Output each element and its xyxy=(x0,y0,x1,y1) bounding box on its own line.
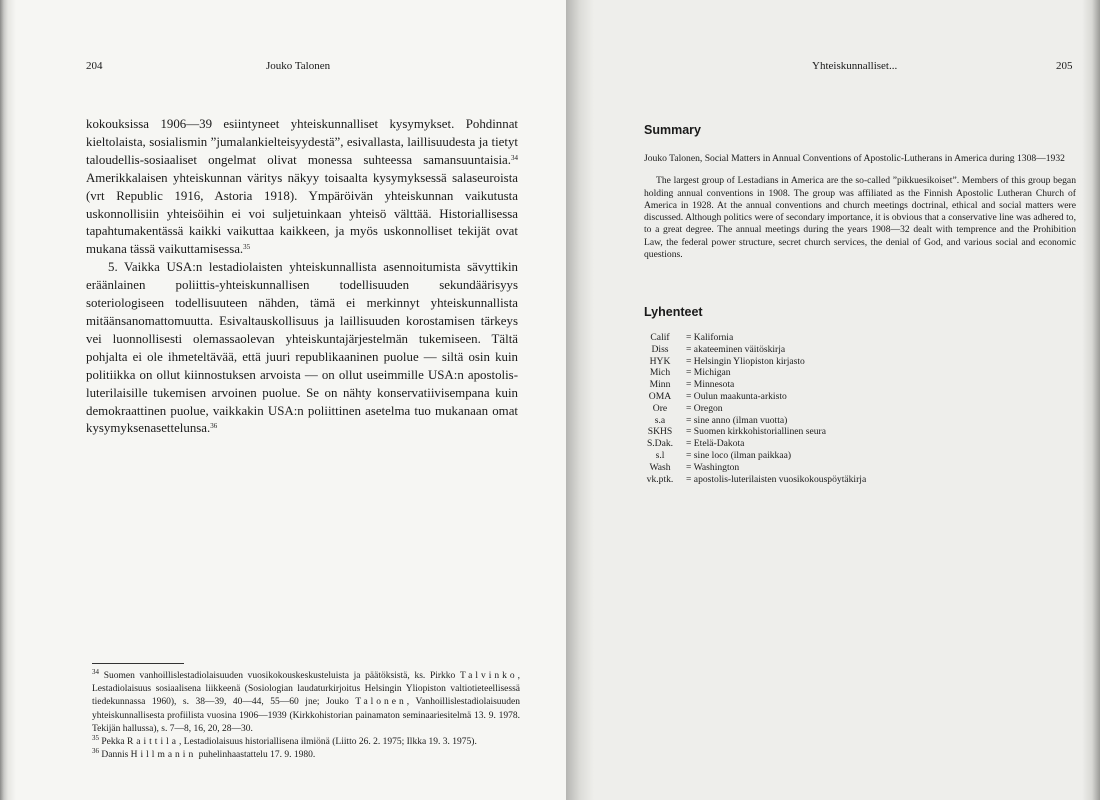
abbreviation-row: SKHS = Suomen kirkkohistoriallinen seura xyxy=(647,426,826,438)
footnote-rule xyxy=(92,663,184,664)
abbreviation-row: Ore = Oregon xyxy=(652,402,723,414)
page-edge-shadow xyxy=(1082,0,1100,800)
running-head-left: Jouko Talonen xyxy=(266,60,331,72)
footnote-ref-36: 36 xyxy=(210,422,218,431)
paragraph-1: kokouksissa 1906—39 esiintyneet yhteiskunnalliset kysymykset. Pohdinnat kieltolaista, sosialismin ”jumalankielteisyydestä”, esivallasta, laillisuudesta ja tietyt taloudellis-sosiaaliset ongelmat olivat monessa suhteessa samansuuntaisia.$^{34}$ Amerikkalaisen yhteiskunnan väritys näkyy toisaalta kysymyksessä salaseuroista (vrt Republic 1916, Astoria 1918). Ympäröivän yhteiskunnan vaikutusta uskonnollisiin yhteisöihin ei voi suljetuinkaan yhteisö välttää. Historiallisessa tapahtumakentässä kaikki vaikuttaa kaikkeen, ja myös uskonnolliset tekijät ovat mukana tässä vaikuttamisessa.$^{35}$ xyxy=(86,117,518,257)
abbreviation-row: s.a = sine anno (ilman vuotta) xyxy=(654,414,788,426)
abbreviations-list xyxy=(636,332,866,485)
footnote-ref-34: 34 xyxy=(511,153,518,162)
right-page xyxy=(566,0,1100,800)
running-head-right: Yhteiskunnalliset... xyxy=(812,60,898,72)
summary-text xyxy=(644,153,1076,261)
gutter-shadow xyxy=(566,0,594,800)
footnote-36: $^{36}$ Dannis Hillmanin puhelinhaastattelu 17. 9. 1980. xyxy=(92,747,316,761)
footnote-35: $^{35}$ Pekka Raittila, Lestadiolaisuus historiallisena ilmiönä (Liitto 26. 2. 1975; Ilkka 19. 3. 1975). xyxy=(92,734,477,748)
summary-body: The largest group of Lestadians in America are the so-called ”pikkuesikoiset”. Members of this group began holding annual conventions in 1908. The group was affiliated as the Finnish Apostolic Lutheran Church of America in 1928. At the annual conventions and church meetings doctrinal, ethical and social matters were discussed. Although politics were of secondary importance, it is obvious that a conservative line was adhered to, to a great degree. The annual meetings during the years 1908—32 dealt with temprence and the Prohibition Law, the federal power structure, secret church services, the denial of God, and various social and economic questions. xyxy=(644,175,1076,261)
summary-citation: Jouko Talonen, Social Matters in Annual Conventions of Apostolic-Lutherans in America during 1308—1932 xyxy=(644,153,1065,164)
page-number-left: 204 xyxy=(86,60,103,72)
abbreviation-row: S.Dak. = Etelä-Dakota xyxy=(646,438,745,450)
abbreviation-row: Minn = Minnesota xyxy=(649,379,735,391)
paragraph-2: 5. Vaikka USA:n lestadiolaisten yhteiskunnallista asennoitumista sävyttikin eräänlainen poliittis-yhteiskunnallisen todellisuuden sekundäärisyys soteriologiseen todellisuuteen nähden, tämä ei merkinnyt yhteiskunnallista mitäänsanomattomuutta. Esivaltauskollisuus ja laillisuuden korostamisen tärkeys vei luonnollisesti olemassaolevan yhteiskuntajärjestelmän tukemiseen. Tältä pohjalta ei ole ihmeteltävää, että juuri republikaaninen puolue — siltä osin kuin politiikka on ollut kiinnostuksen arvoista — on ollut useimmille USA:n apostolis-luterilaisille tukemisen arvoinen puolue. Se on nähty konservatiivisempana kuin demokraattinen puolue, vaikkakin USA:n poliittinen asetelma tuo mukanaan omat kysymyksenasettelunsa.$^{36}$ xyxy=(86,260,518,436)
abbreviation-row: vk.ptk. = apostolis-luterilaisten vuosikokouspöytäkirja xyxy=(646,473,867,485)
summary-heading: Summary xyxy=(644,123,701,137)
body-text xyxy=(86,116,518,438)
abbreviation-row: Diss = akateeminen väitöskirja xyxy=(651,343,786,355)
abbreviation-row: s.l = sine loco (ilman paikkaa) xyxy=(655,449,792,461)
page-edge-shadow xyxy=(0,0,16,800)
abbreviations-heading: Lyhenteet xyxy=(644,305,703,319)
footnote-34: $^{34}$ Suomen vanhoillislestadiolaisuuden vuosikokouskeskusteluista ja päätöksistä, ks. Pirkko Talvinko, Lestadiolaisuus sosiaalisena liikkeenä (Sosiologian laudaturkirjoitus Helsingin Yliopiston valtiotieteellisessä tiedekunnassa 1960), s. 38—39, 40—44, 55—60 jne; Jouko Talonen, Vanhoillislestadiolaisuuden yhteiskunnallisesta profiilista vuosina 1906—1939 (Kirkkohistorian painamaton seminaariesitelmä 13. 9. 1978. Tekijän hallussa), s. 7—8, 16, 20, 28—30. xyxy=(92,668,520,734)
abbreviation-row: Mich = Michigan xyxy=(649,367,731,379)
footnote-ref-35: 35 xyxy=(243,243,251,252)
page-number-right: 205 xyxy=(1056,60,1073,72)
abbreviation-row: Wash = Washington xyxy=(649,461,740,473)
footnotes xyxy=(92,670,520,762)
abbreviation-row: HYK = Helsingin Yliopiston kirjasto xyxy=(649,355,805,367)
abbreviation-row: Calif = Kalifornia xyxy=(650,332,734,343)
abbreviation-row: OMA = Oulun maakunta-arkisto xyxy=(648,390,787,402)
